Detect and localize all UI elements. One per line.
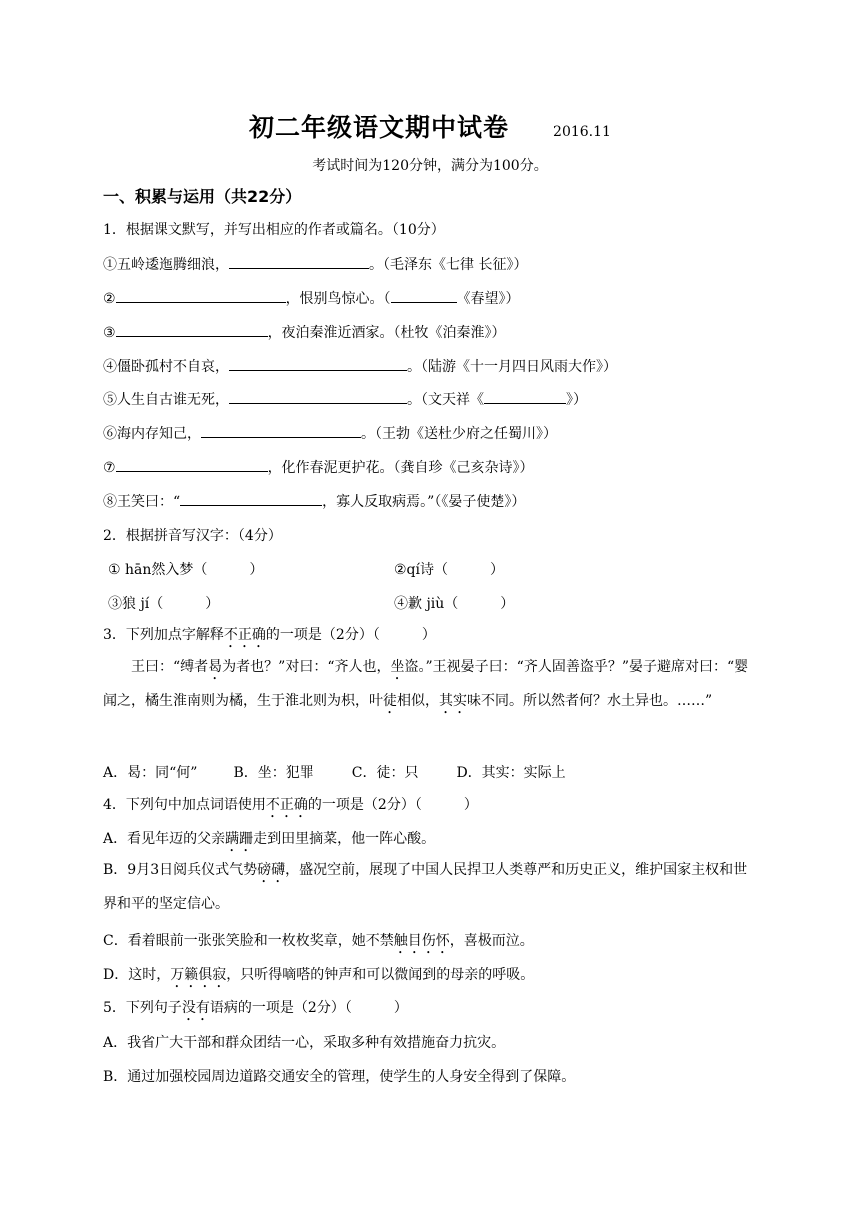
q1-line-8-post: ，寡人反取病焉。”（《晏子使楚》）	[322, 494, 526, 510]
q1-line-1	[103, 254, 527, 274]
q4-option-a-text: 走到田里摘菜，他一阵心酸。	[253, 831, 436, 847]
q1-line-7	[103, 457, 534, 477]
q5-stem	[103, 997, 408, 1024]
q3-options	[103, 762, 566, 782]
q4-option-d-text: D．这时，	[103, 967, 171, 983]
q5-stem-post: 语病的一项是（2分）（	[209, 1000, 352, 1016]
q1-line-5-post: 》）	[566, 392, 587, 408]
q4-option-d-text: ，只听得嘀嗒的钟声和可以微闻到的母亲的呼吸。	[226, 967, 535, 983]
q3-dotted-word: 曷	[208, 659, 223, 675]
q3-passage-text: 王曰：“缚者	[131, 659, 209, 675]
q3-stem-pre: 3．下列加点字解释	[103, 627, 224, 643]
q1-line-3	[103, 322, 506, 342]
q2-stem: 2．根据拼音写汉字：（4分）	[103, 528, 282, 544]
q1-line-4	[103, 356, 617, 376]
q1-line-5	[103, 389, 587, 409]
q3-dotted-word: 其实	[439, 693, 467, 709]
q5-stem-close: ）	[393, 1000, 408, 1016]
q1-line-6	[103, 423, 557, 443]
q1-line-3-post: ，夜泊秦淮近酒家。（杜牧《泊秦淮》）	[267, 325, 506, 341]
q2-item-c-close: ）	[205, 596, 220, 612]
q1-line-8	[103, 491, 525, 511]
q5-option-a[interactable]: A．我省广大干部和群众团结一心，采取多种有效措施奋力抗灾。	[103, 1035, 506, 1051]
q4-dotted-word: 蹒跚	[225, 831, 254, 847]
section-heading: 一、积累与运用（共22分）	[103, 187, 302, 206]
q2-item-d-close: ）	[500, 596, 515, 612]
q4-option-d[interactable]	[103, 964, 534, 991]
answer-blank[interactable]	[484, 389, 566, 404]
q4-option-c[interactable]	[103, 930, 534, 957]
answer-blank[interactable]	[391, 288, 457, 303]
q5-stem-emphasis: 没有	[181, 1000, 210, 1016]
q3-passage-text: 相似，	[397, 693, 439, 709]
q4-stem-post: 的一项是（2分）（	[307, 797, 422, 813]
q2-item-a-text: ① hān然入梦（	[108, 562, 208, 578]
q2-item-b	[394, 559, 504, 579]
q3-passage-text: 盗。”王视晏子曰：“齐人固善盗乎？”晏子避席对曰：“婴闻之，橘生淮南则为橘，生于淮北则为枳，叶	[103, 659, 749, 709]
q1-line-3-pre: ③	[103, 325, 116, 341]
q4-dotted-word: 磅礴	[257, 862, 286, 878]
q2-item-d	[394, 593, 514, 613]
q4-stem	[103, 794, 478, 821]
q4-option-a[interactable]	[103, 828, 435, 855]
q1-line-1-post: 。（毛泽东《七律 长征》）	[369, 257, 528, 273]
q2-item-b-text: ②qí诗（	[394, 562, 448, 578]
q2-item-b-close: ）	[490, 562, 504, 578]
q4-dotted-word: 万籁俱寂	[170, 967, 227, 983]
q2-item-d-text: ④歉 jiù（	[394, 596, 459, 612]
q1-line-2	[103, 288, 520, 308]
answer-blank[interactable]	[229, 389, 407, 404]
q1-line-5-mid: 。（文天祥《	[407, 392, 484, 408]
q3-dotted-word: 徒	[383, 693, 397, 709]
q4-option-b-text: ，盛况空前，展现了中国人民捍卫人类尊严和历史正义，维护国家主权和世界和平的坚定信心。	[103, 862, 748, 912]
answer-blank[interactable]	[180, 491, 322, 506]
q1-line-2-pre: ②	[103, 291, 116, 307]
q3-passage	[103, 650, 758, 718]
q2-item-a	[108, 559, 263, 579]
answer-blank[interactable]	[116, 457, 268, 472]
q1-line-2-mid: ，恨别鸟惊心。（	[285, 291, 391, 307]
q1-line-8-pre: ⑧王笑曰：“	[103, 494, 181, 510]
q3-option-d[interactable]: D．其实：实际上	[456, 765, 566, 781]
q3-passage-text: 味不同。所以然者何？水土异也。……”	[467, 693, 713, 709]
q3-option-c[interactable]: C．徒：只	[351, 765, 419, 781]
page-title: 初二年级语文期中试卷	[249, 113, 510, 142]
q1-line-6-post: 。（王勃《送杜少府之任蜀川》）	[361, 426, 557, 442]
exam-date: 2016.11	[553, 124, 611, 140]
q3-stem	[103, 624, 436, 651]
q1-line-7-pre: ⑦	[103, 460, 116, 476]
q3-dotted-word: 坐	[390, 659, 405, 675]
q1-line-4-post: 。（陆游《十一月四日风雨大作》）	[407, 359, 617, 375]
q3-option-b[interactable]: B．坐：犯罪	[233, 765, 314, 781]
q1-line-6-pre: ⑥海内存知己，	[103, 426, 201, 442]
q1-line-4-pre: ④僵卧孤村不自哀，	[103, 359, 229, 375]
q4-option-c-text: ，喜极而泣。	[449, 933, 534, 949]
q4-dotted-word: 触目伤怀	[393, 933, 450, 949]
q1-stem: 1．根据课文默写，并写出相应的作者或篇名。（10分）	[103, 222, 445, 238]
q4-stem-pre: 4．下列句中加点词语使用	[103, 797, 266, 813]
q3-passage-text: 为者也？”对曰：“齐人也，	[222, 659, 391, 675]
q4-option-b[interactable]	[103, 853, 758, 921]
q1-line-5-pre: ⑤人生自古谁无死，	[103, 392, 229, 408]
answer-blank[interactable]	[229, 254, 369, 269]
q4-stem-emphasis: 不正确	[265, 797, 308, 813]
q2-item-a-close: ）	[249, 562, 264, 578]
q5-option-b[interactable]: B．通过加强校园周边道路交通安全的管理，使学生的人身安全得到了保障。	[103, 1069, 576, 1085]
q1-line-2-post: 《春望》）	[456, 291, 520, 307]
q5-stem-pre: 5．下列句子	[103, 1000, 182, 1016]
q1-line-7-post: ，化作春泥更护花。（龚自珍《己亥杂诗》）	[267, 460, 534, 476]
q4-option-b-text: B．9月3日阅兵仪式气势	[103, 862, 258, 878]
q4-stem-close: ）	[463, 797, 478, 813]
q1-line-1-pre: ①五岭逶迤腾细浪，	[103, 257, 229, 273]
q3-stem-close: ）	[421, 627, 436, 643]
answer-blank[interactable]	[229, 356, 407, 371]
exam-info: 考试时间为120分钟，满分为100分。	[312, 158, 548, 174]
title-row	[0, 108, 860, 144]
q3-stem-post: 的一项是（2分）（	[265, 627, 380, 643]
answer-blank[interactable]	[116, 288, 286, 303]
q4-option-a-text: A．看见年迈的父亲	[103, 831, 226, 847]
q4-option-c-text: C．看着眼前一张张笑脸和一枚枚奖章，她不禁	[103, 933, 394, 949]
answer-blank[interactable]	[116, 322, 268, 337]
answer-blank[interactable]	[201, 423, 361, 438]
q3-stem-emphasis: 不正确	[223, 627, 266, 643]
q2-item-c	[108, 593, 219, 613]
q3-option-a[interactable]: A．曷：同“何”	[103, 765, 198, 781]
q2-item-c-text: ③狼 jí（	[108, 596, 164, 612]
